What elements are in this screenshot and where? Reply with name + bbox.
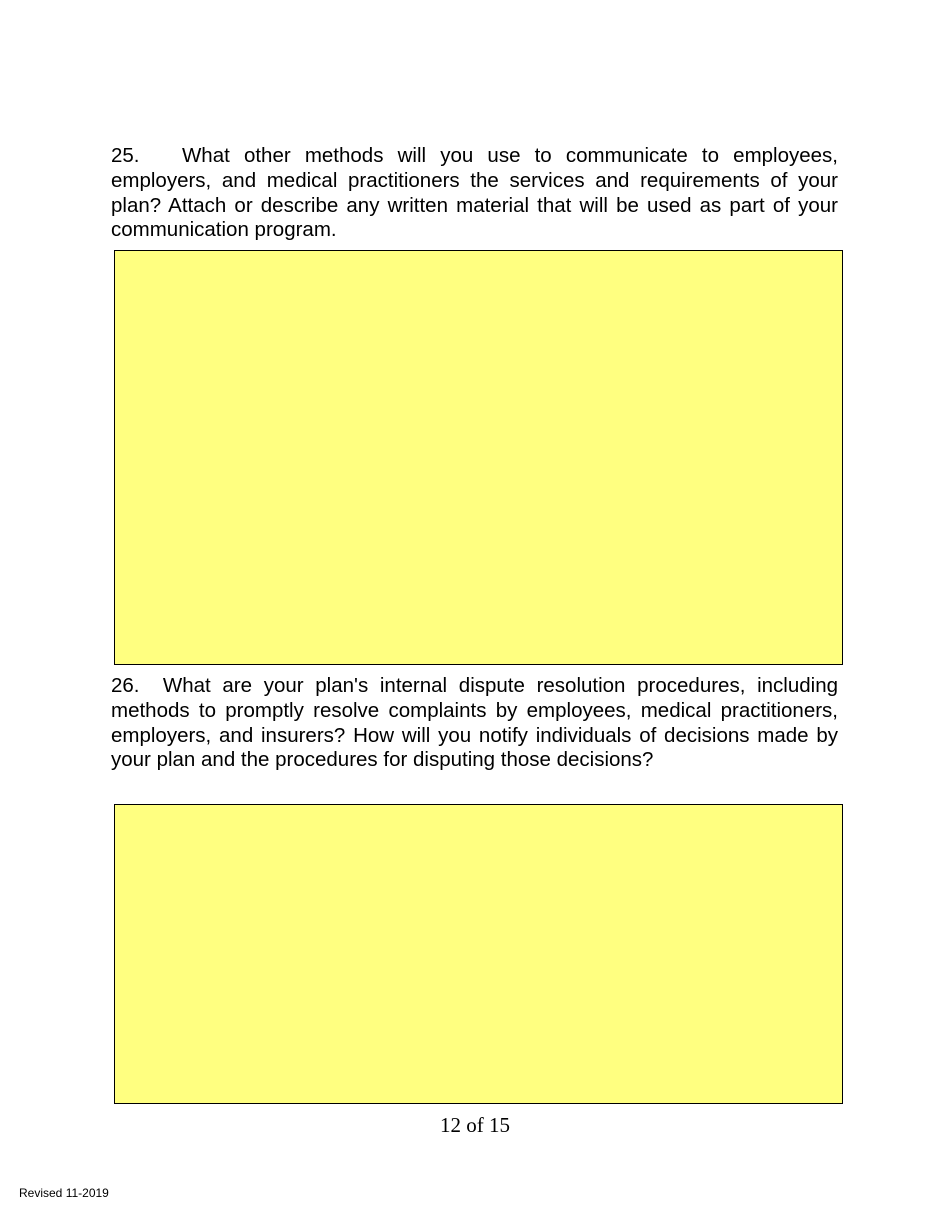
answer-field-26[interactable] bbox=[114, 804, 843, 1104]
revision-date: Revised 11-2019 bbox=[19, 1186, 109, 1200]
question-25-number: 25. bbox=[111, 144, 140, 167]
question-26 bbox=[111, 674, 838, 773]
question-25 bbox=[111, 144, 838, 243]
page-number: 12 of 15 bbox=[440, 1113, 510, 1137]
answer-field-25[interactable] bbox=[114, 250, 843, 665]
question-26-text: What are your plan's internal dispute resolution procedures, including methods to promptly resolve complaints by employees, medical practitioners, employers, and insurers? How will you notify individuals of decisions made by your plan and the procedures for disputing those decisions? bbox=[111, 674, 838, 772]
question-26-number: 26. bbox=[111, 674, 140, 697]
question-25-text: What other methods will you use to communicate to employees, employers, and medical practitioners the services and requirements of your plan? Attach or describe any written material that will be used as part of your communication program. bbox=[111, 144, 838, 242]
